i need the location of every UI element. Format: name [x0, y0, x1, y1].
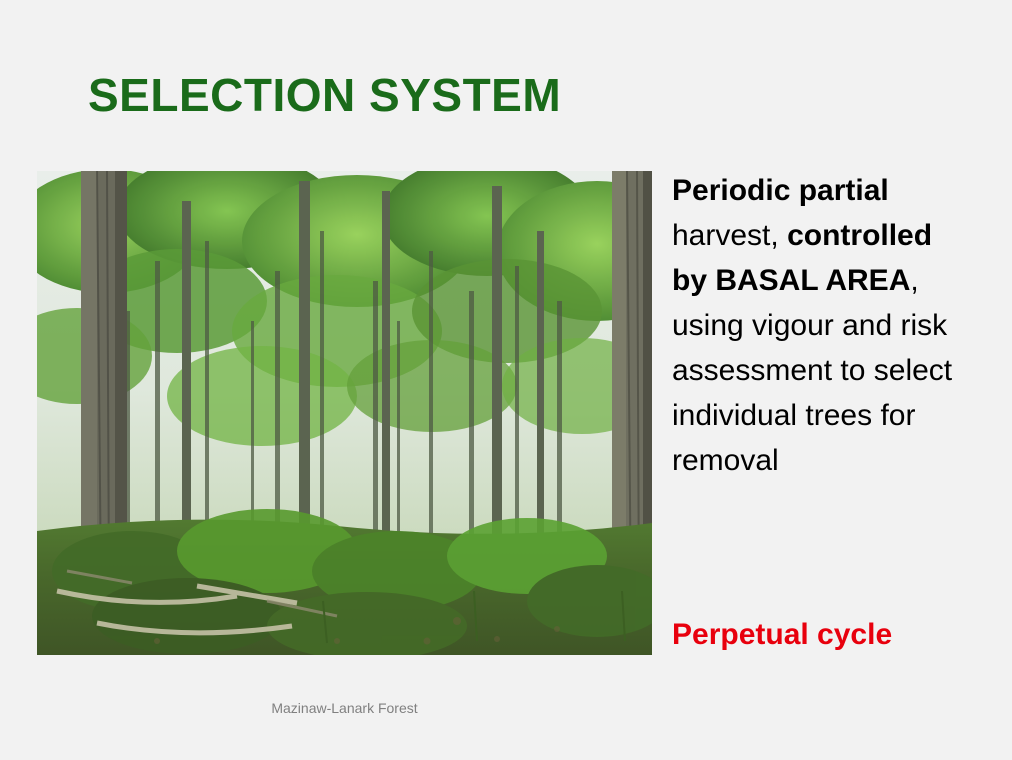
forest-photo-graphic [37, 171, 652, 655]
photo-caption: Mazinaw-Lanark Forest [271, 700, 418, 716]
body-bold-1: Periodic partial [672, 174, 889, 207]
body-plain-1: harvest, [672, 219, 788, 252]
accent-line: Perpetual cycle [672, 618, 893, 651]
body-bold-2: controlled by BASAL AREA [672, 219, 933, 297]
body-plain-2: , using vigour and risk assessment to select individual trees for removal [672, 264, 953, 477]
forest-photo [37, 171, 652, 655]
body-paragraph [672, 168, 972, 483]
page-title: SELECTION SYSTEM [88, 69, 562, 121]
